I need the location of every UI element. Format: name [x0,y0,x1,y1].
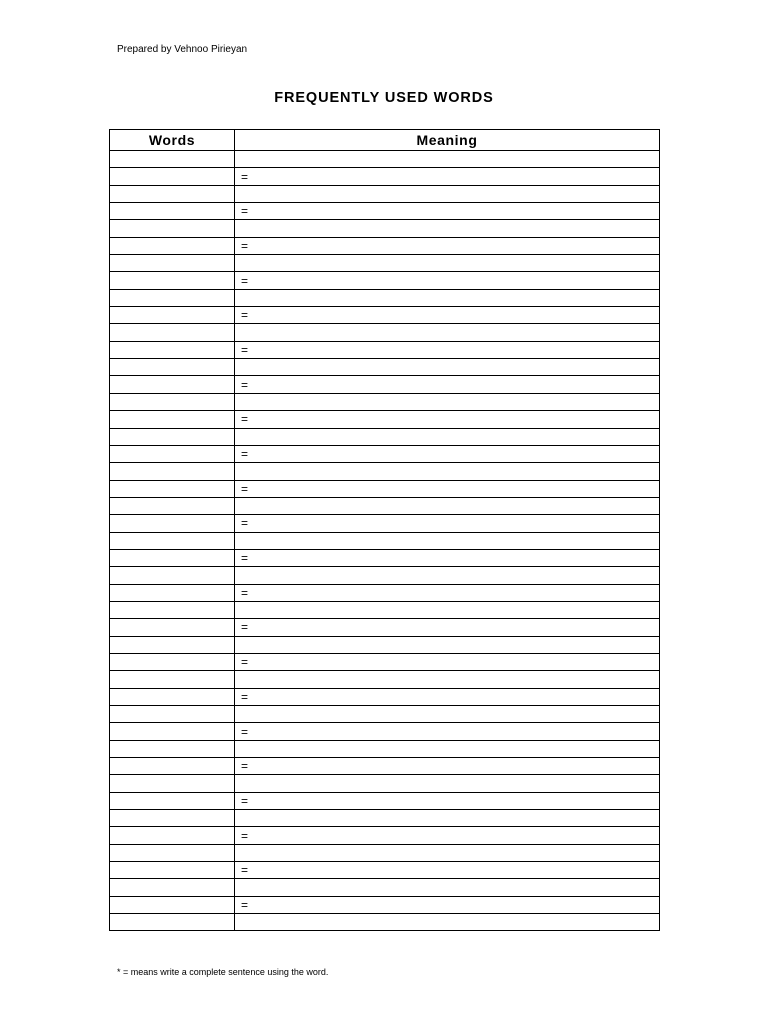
word-cell[interactable] [110,810,235,827]
word-cell[interactable] [110,411,235,428]
table-row [110,393,660,410]
word-cell[interactable] [110,827,235,844]
page-title: FREQUENTLY USED WORDS [274,90,494,106]
meaning-cell[interactable]: = [235,515,660,532]
word-cell[interactable] [110,289,235,306]
meaning-cell[interactable] [235,601,660,618]
word-cell[interactable] [110,272,235,289]
word-cell[interactable] [110,549,235,566]
table-row [110,601,660,618]
word-cell[interactable] [110,445,235,462]
table-row [110,758,660,775]
prepared-by-text: Prepared by Vehnoo Pirieyan [117,44,248,55]
meaning-cell[interactable]: = [235,862,660,879]
meaning-cell[interactable]: = [235,584,660,601]
meaning-cell[interactable] [235,463,660,480]
meaning-cell[interactable]: = [235,411,660,428]
meaning-cell[interactable] [235,289,660,306]
word-cell[interactable] [110,497,235,514]
table-body [110,151,660,931]
word-cell[interactable] [110,463,235,480]
word-cell[interactable] [110,914,235,931]
word-cell[interactable] [110,792,235,809]
table-row [110,844,660,861]
words-table [109,129,660,931]
table-row [110,827,660,844]
meaning-cell[interactable] [235,914,660,931]
table-row [110,359,660,376]
table-row [110,411,660,428]
word-cell[interactable] [110,237,235,254]
meaning-cell[interactable]: = [235,653,660,670]
table-header-row [110,130,660,151]
word-cell[interactable] [110,601,235,618]
word-cell[interactable] [110,341,235,358]
meaning-cell[interactable]: = [235,168,660,185]
word-cell[interactable] [110,653,235,670]
word-cell[interactable] [110,376,235,393]
word-cell[interactable] [110,740,235,757]
table-row [110,168,660,185]
word-cell[interactable] [110,844,235,861]
table-row [110,584,660,601]
table-row [110,324,660,341]
table-row [110,151,660,168]
table-row [110,255,660,272]
meaning-cell[interactable]: = [235,896,660,913]
word-cell[interactable] [110,636,235,653]
column-header-words: Words [110,130,235,151]
table-row [110,428,660,445]
meaning-cell[interactable] [235,255,660,272]
meaning-cell[interactable]: = [235,758,660,775]
meaning-cell[interactable]: = [235,549,660,566]
table-row [110,272,660,289]
meaning-cell[interactable] [235,324,660,341]
meaning-cell[interactable] [235,671,660,688]
word-cell[interactable] [110,428,235,445]
column-header-meaning: Meaning [235,130,660,151]
table-row [110,220,660,237]
word-cell[interactable] [110,359,235,376]
footnote: * = means write a complete sentence using the word. [117,967,329,977]
table-row [110,463,660,480]
table-row [110,567,660,584]
meaning-cell[interactable]: = [235,827,660,844]
meaning-cell[interactable] [235,185,660,202]
meaning-cell[interactable] [235,359,660,376]
meaning-cell[interactable]: = [235,203,660,220]
meaning-cell[interactable]: = [235,237,660,254]
word-cell[interactable] [110,515,235,532]
table-row [110,862,660,879]
meaning-cell[interactable]: = [235,723,660,740]
table-row [110,307,660,324]
table-row [110,688,660,705]
meaning-cell[interactable]: = [235,272,660,289]
table-row [110,775,660,792]
table-row [110,376,660,393]
word-cell[interactable] [110,185,235,202]
word-cell[interactable] [110,896,235,913]
table-row [110,879,660,896]
table-row [110,792,660,809]
meaning-cell[interactable] [235,810,660,827]
meaning-cell[interactable] [235,740,660,757]
word-cell[interactable] [110,619,235,636]
meaning-cell[interactable] [235,428,660,445]
meaning-cell[interactable] [235,497,660,514]
table-row [110,289,660,306]
meaning-cell[interactable]: = [235,480,660,497]
word-cell[interactable] [110,671,235,688]
meaning-cell[interactable] [235,775,660,792]
word-cell[interactable] [110,706,235,723]
word-cell[interactable] [110,532,235,549]
meaning-cell[interactable]: = [235,376,660,393]
word-cell[interactable] [110,393,235,410]
word-cell[interactable] [110,688,235,705]
word-cell[interactable] [110,203,235,220]
table-row [110,185,660,202]
meaning-cell[interactable] [235,844,660,861]
table-row [110,549,660,566]
table-row [110,914,660,931]
word-cell[interactable] [110,758,235,775]
table-row [110,619,660,636]
word-cell[interactable] [110,151,235,168]
table-row [110,480,660,497]
word-cell[interactable] [110,567,235,584]
meaning-cell[interactable] [235,636,660,653]
table-row [110,445,660,462]
table-row [110,896,660,913]
table-row [110,671,660,688]
table-row [110,810,660,827]
meaning-cell[interactable]: = [235,307,660,324]
table-row [110,723,660,740]
table-row [110,497,660,514]
word-cell[interactable] [110,255,235,272]
meaning-cell[interactable] [235,393,660,410]
table-row [110,706,660,723]
meaning-cell[interactable] [235,706,660,723]
table-row [110,532,660,549]
word-cell[interactable] [110,584,235,601]
meaning-cell[interactable] [235,879,660,896]
meaning-cell[interactable] [235,532,660,549]
word-cell[interactable] [110,775,235,792]
word-cell[interactable] [110,862,235,879]
word-cell[interactable] [110,879,235,896]
table-row [110,203,660,220]
meaning-cell[interactable] [235,220,660,237]
meaning-cell[interactable] [235,567,660,584]
table-row [110,237,660,254]
word-cell[interactable] [110,324,235,341]
word-cell[interactable] [110,220,235,237]
word-cell[interactable] [110,480,235,497]
table-row [110,515,660,532]
meaning-cell[interactable]: = [235,445,660,462]
word-cell[interactable] [110,723,235,740]
table-row [110,740,660,757]
word-cell[interactable] [110,168,235,185]
meaning-cell[interactable] [235,151,660,168]
table-row [110,636,660,653]
word-cell[interactable] [110,307,235,324]
table-row [110,341,660,358]
table-row [110,653,660,670]
meaning-cell[interactable]: = [235,619,660,636]
meaning-cell[interactable]: = [235,792,660,809]
meaning-cell[interactable]: = [235,341,660,358]
meaning-cell[interactable]: = [235,688,660,705]
